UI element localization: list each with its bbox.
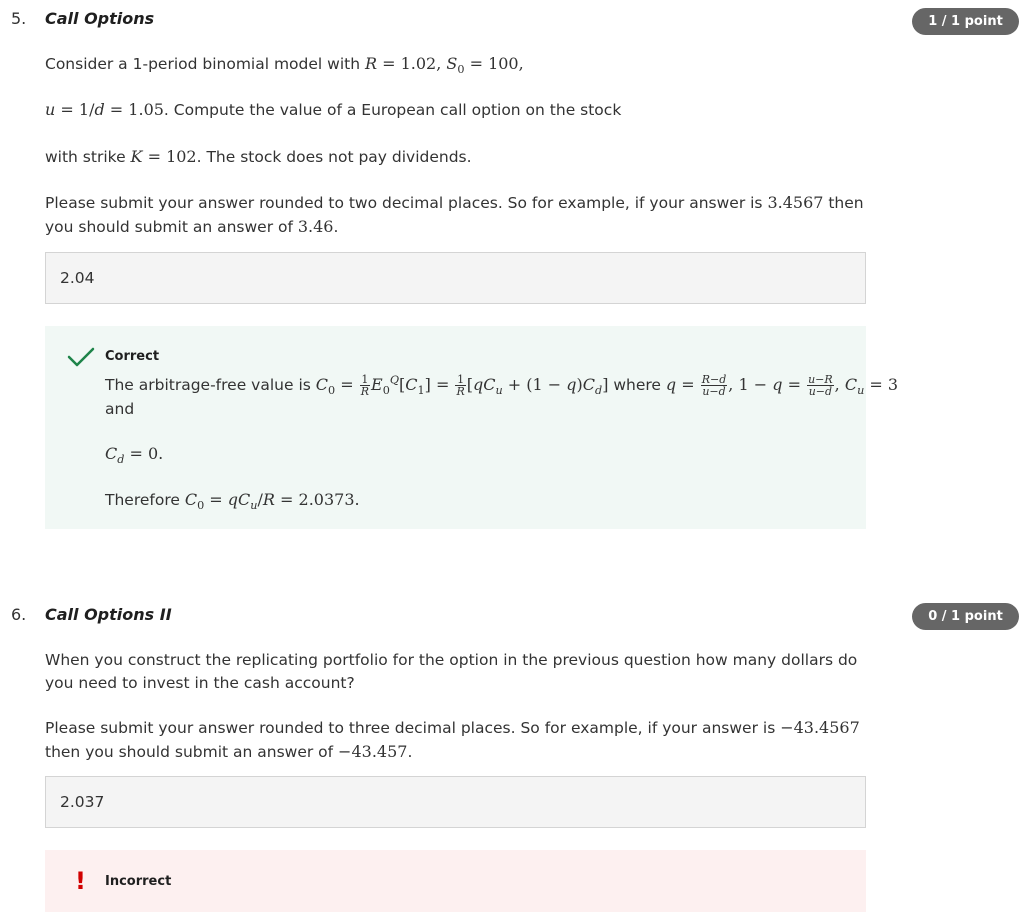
question-title: Call Options II [45, 605, 172, 624]
text-segment: Consider a 1-period binomial model with [45, 55, 365, 73]
feedback-status: Correct [105, 349, 160, 364]
text-segment: then you should submit an answer of [45, 194, 864, 236]
feedback-cd [105, 444, 164, 467]
text-segment: . Compute the value of a European call option on the stock [163, 101, 622, 119]
text-segment: . [407, 743, 413, 761]
instructions [45, 716, 865, 764]
instructions [45, 191, 865, 239]
answer-value: 2.04 [60, 269, 95, 287]
text-segment: with strike [45, 148, 131, 166]
text-segment: The arbitrage-free value is [105, 376, 316, 394]
text-segment: Please submit your answer rounded to two decimal places. So for example, if your answer is [45, 194, 768, 212]
feedback-therefore [105, 490, 360, 513]
math-expression: $C_0$ = $\frac{1}{R}$ $E_0^Q[C_1]$ = $\frac{1}{R}$ $[qC_u + (1 - q)C_d]$ [315, 373, 609, 398]
question-text-line1 [45, 52, 865, 76]
answer-value: 2.037 [60, 793, 105, 811]
text-segment: then you should submit an answer of [45, 743, 339, 761]
points-badge: 0 / 1 point [912, 603, 1019, 630]
question-number: 6. [11, 605, 27, 624]
text-segment: . The stock does not pay dividends. [196, 148, 472, 166]
question-text-line3 [45, 145, 865, 169]
question-title: Call Options [45, 9, 155, 28]
check-icon [67, 346, 95, 372]
feedback-and: and [105, 400, 135, 418]
example-value: −43.457 [338, 742, 408, 761]
example-value: 3.46 [297, 217, 334, 236]
feedback-incorrect [45, 850, 866, 912]
answer-input[interactable] [45, 776, 866, 828]
math-expression: q = $\frac{R-d}{u-d}$ , 1 − q = $\frac{u-R}{u-d}$ , $C_u = 3$ [665, 373, 899, 398]
question-number: 5. [11, 9, 27, 28]
math-expression: $C_d = 0$. [105, 444, 164, 467]
text-segment: where [608, 376, 666, 394]
text-segment: Therefore [105, 491, 185, 509]
text-segment: . [333, 218, 339, 236]
math-expression: $C_0 = qC_u/R = 2.0373$. [184, 490, 360, 513]
points-badge: 1 / 1 point [912, 8, 1019, 35]
answer-input[interactable] [45, 252, 866, 304]
example-value: −43.4567 [780, 718, 860, 737]
exclamation-icon: ! [75, 867, 86, 895]
question-text-line2 [45, 98, 865, 122]
question-text: When you construct the replicating portfolio for the option in the previous question how many dollars do you need to invest in the cash account? [45, 651, 858, 692]
example-value: 3.4567 [767, 193, 824, 212]
math-expression: K = 102 [130, 147, 197, 166]
math-expression: R = 1.02, $S_0 = 100$, [364, 54, 524, 77]
feedback-status: Incorrect [105, 874, 172, 889]
feedback-correct [45, 326, 899, 529]
text-segment: Please submit your answer rounded to three decimal places. So for example, if your answer is [45, 719, 781, 737]
feedback-line1 [105, 374, 898, 397]
math-expression: u = 1/d = 1.05 [45, 100, 164, 119]
